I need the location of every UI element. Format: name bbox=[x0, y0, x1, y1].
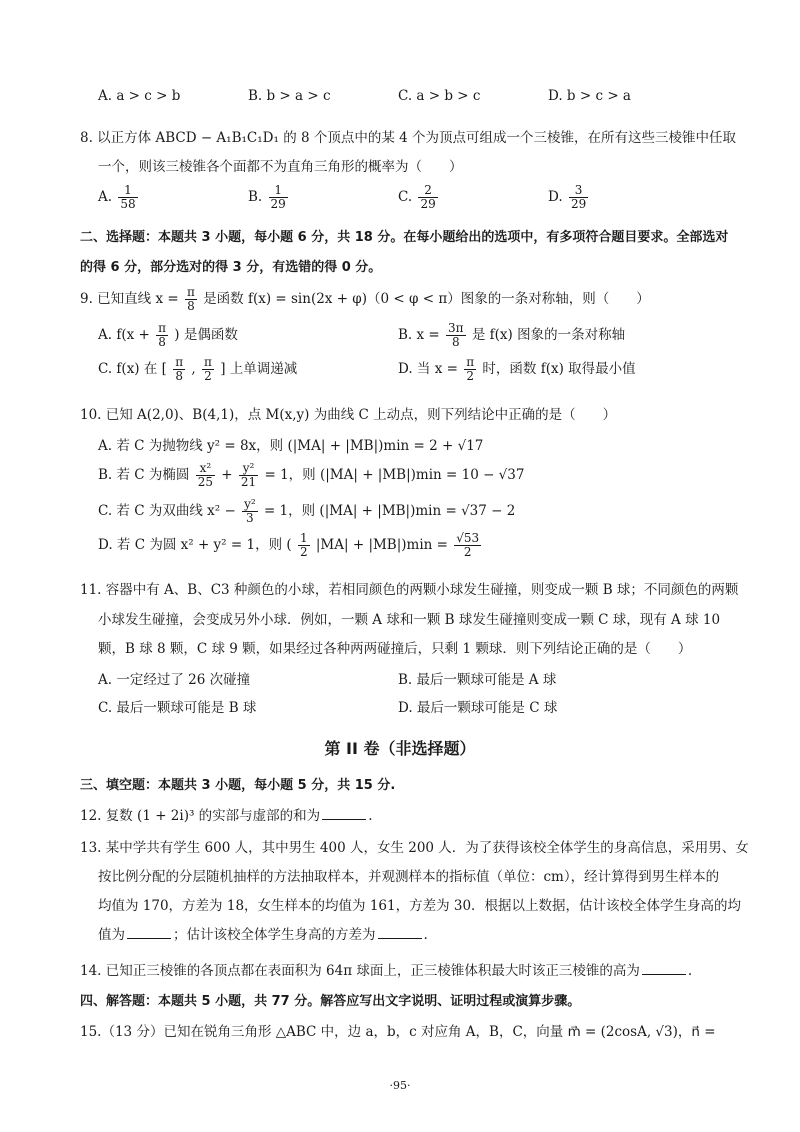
q9-option-d: D. 当 x = $\frac{\pi}{2}$ 时，函数 f(x) 取得最小值 bbox=[398, 355, 636, 384]
q7-option-d: D. b > c > a bbox=[548, 88, 631, 104]
q10-stem: 10. 已知 A(2,0)、B(4,1)，点 M(x,y) 为曲线 C 上动点，则下列结论中正确的是（ ） bbox=[80, 407, 617, 423]
q11-option-d: D. 最后一颗球可能是 C 球 bbox=[398, 700, 558, 716]
q10-option-c: C. 若 C 为双曲线 x² − $\frac{\text{y²}}{3}$ = 1，则 (|MA| + |MB|)min = √37 − 2 bbox=[98, 497, 516, 526]
q7-option-c: C. a > b > c bbox=[398, 88, 481, 104]
q13-answer-blank-variance[interactable] bbox=[378, 926, 422, 939]
q9-stem-fraction: $\frac{\pi}{8}$ bbox=[186, 285, 195, 314]
q10-option-a: A. 若 C 为抛物线 y² = 8x，则 (|MA| + |MB|)min = 2 + √17 bbox=[98, 438, 484, 454]
q11-option-b: B. 最后一颗球可能是 A 球 bbox=[398, 672, 557, 688]
q9-option-a: A. f(x + $\frac{\pi}{8}$ ) 是偶函数 bbox=[98, 321, 238, 350]
q13-answer-blank-mean[interactable] bbox=[127, 926, 171, 939]
page-number: ·95· bbox=[389, 1079, 411, 1092]
q10-option-b: B. 若 C 为椭圆 $\frac{\text{x²}}{25}$ + $\frac{\text{y²}}{21}$ = 1，则 (|MA| + |MB|)min = 10 − √37 bbox=[98, 461, 525, 490]
section3-heading: 三、填空题：本题共 3 小题，每小题 5 分，共 15 分. bbox=[80, 778, 396, 793]
q15-stem: 15.（13 分）已知在锐角三角形 △ABC 中，边 a，b，c 对应角 A，B，C，向量 m⃗ = (2cosA, √3)，n⃗ = bbox=[80, 1024, 716, 1040]
section4-heading: 四、解答题：本题共 5 小题，共 77 分。解答应写出文字说明、证明过程或演算步骤。 bbox=[80, 994, 581, 1009]
q7-option-b: B. b > a > c bbox=[248, 88, 331, 104]
section2-heading-line2: 的得 6 分，部分选对的得 3 分，有选错的得 0 分。 bbox=[80, 260, 382, 275]
q11-stem-line1: 11. 容器中有 A、B、C3 种颜色的小球，若相同颜色的两颗小球发生碰撞，则变成一颗 B 球；不同颜色的两颗 bbox=[80, 582, 739, 598]
q8-option-b: B. $\frac{1}{29}$ bbox=[248, 183, 286, 212]
q11-option-c: C. 最后一颗球可能是 B 球 bbox=[98, 700, 257, 716]
q8-option-c-fraction: $\frac{2}{29}$ bbox=[420, 183, 436, 212]
q10-option-d: D. 若 C 为圆 x² + y² = 1，则 ( $\frac{1}{2}$ |MA| + |MB|)min = $\frac{√53}{2}$ bbox=[98, 531, 480, 560]
q9-option-b: B. x = $\frac{3\pi}{8}$ 是 f(x) 图象的一条对称轴 bbox=[398, 321, 626, 350]
q11-stem-line2: 小球发生碰撞，会变成另外小球．例如，一颗 A 球和一颗 B 球发生碰撞则变成一颗 C 球，现有 A 球 10 bbox=[98, 612, 721, 628]
q8-option-d: D. $\frac{3}{29}$ bbox=[548, 183, 587, 212]
q13-stem-line4: 值为 ；估计该校全体学生身高的方差为 . bbox=[98, 927, 428, 943]
q8-option-b-fraction: $\frac{1}{29}$ bbox=[270, 183, 286, 212]
q8-option-a-fraction: $\frac{1}{58}$ bbox=[120, 183, 136, 212]
q14-answer-blank[interactable] bbox=[642, 962, 686, 975]
q13-stem-line3: 均值为 170，方差为 18，女生样本的均值为 161，方差为 30．根据以上数据，估计该校全体学生身高的均 bbox=[98, 898, 742, 914]
q13-stem-line1: 13. 某中学共有学生 600 人，其中男生 400 人，女生 200 人．为了获得该校全体学生的身高信息，采用男、女 bbox=[80, 840, 749, 856]
q14-stem: 14. 已知正三棱锥的各顶点都在表面积为 64π 球面上，正三棱锥体积最大时该正三棱锥的高为 . bbox=[80, 963, 693, 979]
q13-stem-line2: 按比例分配的分层随机抽样的方法抽取样本，并观测样本的指标值（单位：cm），经计算得到男生样本的 bbox=[98, 869, 720, 885]
q8-stem-line2: 一个，则该三棱锥各个面都不为直角三角形的概率为（ ） bbox=[98, 159, 463, 175]
q9-stem: 9. 已知直线 x = $\frac{\pi}{8}$ 是函数 f(x) = sin(2x + φ)（0 < φ < π）图象的一条对称轴，则（ ） bbox=[80, 285, 650, 314]
q12-stem: 12. 复数 (1 + 2i)³ 的实部与虚部的和为 . bbox=[80, 808, 373, 824]
q8-stem-line1: 8. 以正方体 ABCD − A₁B₁C₁D₁ 的 8 个顶点中的某 4 个为顶点可组成一个三棱锥，在所有这些三棱锥中任取 bbox=[80, 130, 737, 146]
q7-option-a: A. a > c > b bbox=[98, 88, 181, 104]
q11-stem-line3: 颗，B 球 8 颗，C 球 9 颗，如果经过各种两两碰撞后，只剩 1 颗球．则下列结论正确的是（ ） bbox=[98, 641, 692, 657]
q8-option-a: A. $\frac{1}{58}$ bbox=[98, 183, 136, 212]
q12-answer-blank[interactable] bbox=[322, 807, 366, 820]
q11-option-a: A. 一定经过了 26 次碰撞 bbox=[98, 672, 251, 688]
q8-option-d-fraction: $\frac{3}{29}$ bbox=[570, 183, 587, 212]
q9-option-c: C. f(x) 在 [ $\frac{\pi}{8}$ , $\frac{\pi}{2}$ ] 上单调递减 bbox=[98, 355, 298, 384]
part2-title: 第 II 卷（非选择题） bbox=[324, 739, 476, 758]
section2-heading-line1: 二、选择题：本题共 3 小题，每小题 6 分，共 18 分。在每小题给出的选项中，有多项符合题目要求。全部选对 bbox=[80, 230, 729, 245]
q8-option-c: C. $\frac{2}{29}$ bbox=[398, 183, 436, 212]
